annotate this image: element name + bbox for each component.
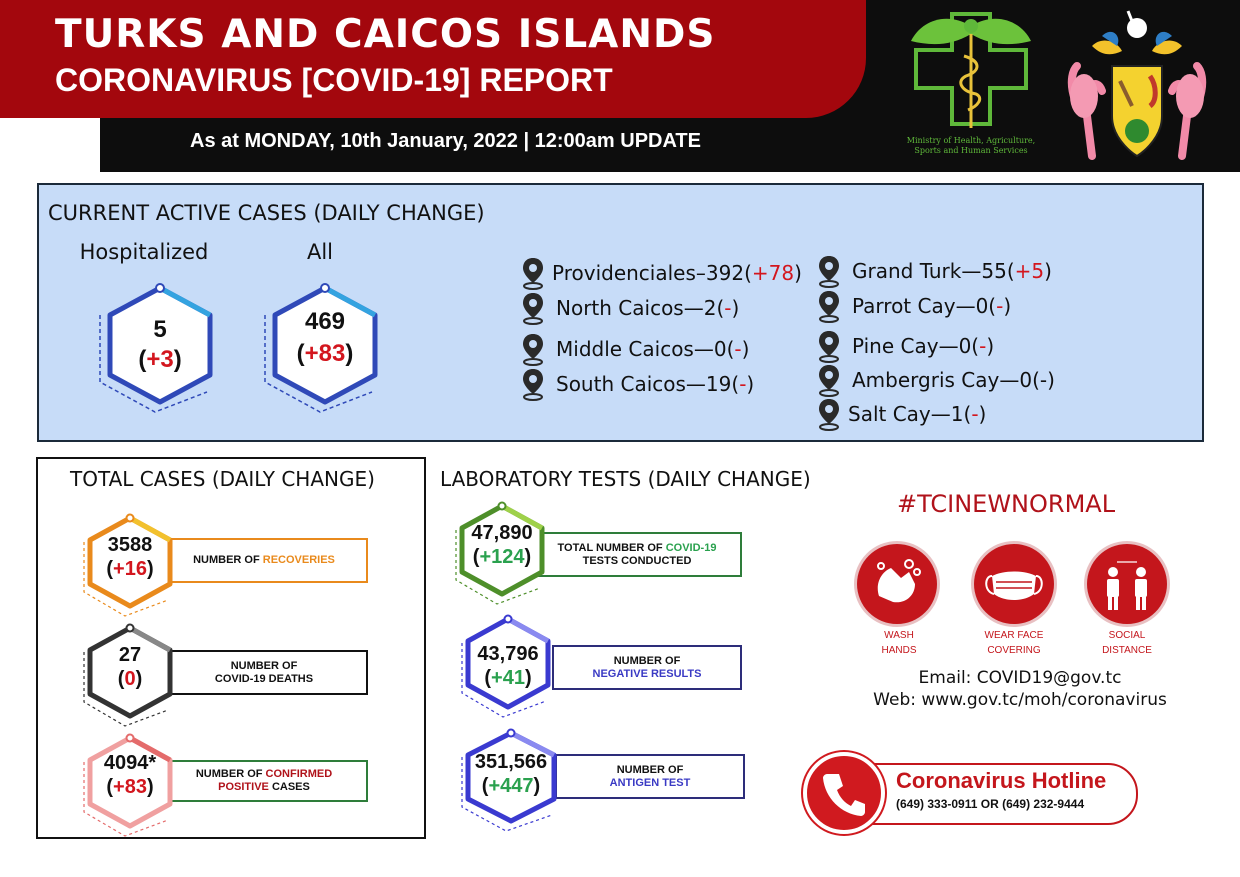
tests-value: 47,890 [471,522,533,544]
deaths-change: (0) [117,668,143,690]
recoveries-label-box: NUMBER OF RECOVERIES [160,538,368,583]
map-pin-icon [816,397,842,431]
recoveries-value: 3588 [107,534,153,556]
negative-label-box: NUMBER OF NEGATIVE RESULTS [552,645,742,690]
contact-web: Web: www.gov.tc/moh/coronavirus [873,690,1167,710]
ministry-logo [886,6,1056,166]
contact-email: Email: COVID19@gov.tc [918,668,1122,688]
map-pin-icon [520,291,546,325]
coat-of-arms-logo [1062,6,1212,166]
negative-badge [458,613,558,723]
hotline-numbers: (649) 333-0911 OR (649) 232-9444 [896,797,1085,811]
total-cases-title: TOTAL CASES (DAILY CHANGE) [70,467,375,491]
all-active-value: 469 [304,308,346,335]
all-active-change: (+83) [296,340,354,367]
recoveries-change: (+16) [106,558,154,580]
ministry-name-line1: Ministry of Health, Agriculture, [906,136,1036,145]
location-middle-caicos: Middle Caicos—0 ( - ) [520,332,749,366]
all-active-badge [260,282,390,422]
confirmed-value: 4094* [103,752,157,774]
map-pin-icon [816,289,842,323]
tests-label-box: TOTAL NUMBER OF COVID-19 TESTS CONDUCTED [532,532,742,577]
social-distance-label: SOCIAL DISTANCE [1102,630,1152,656]
new-normal-hashtag: #TCINEWNORMAL [897,490,1116,518]
confirmed-label-box: NUMBER OF CONFIRMED POSITIVE CASES [160,760,368,802]
map-pin-icon [520,256,546,290]
location-north-caicos: North Caicos—2 ( - ) [520,291,739,325]
hospitalized-value: 5 [153,316,167,343]
antigen-badge [456,727,566,837]
map-pin-icon [816,329,842,363]
wash-hands-label: WASH HANDS [881,630,917,656]
face-mask-label: WEAR FACE COVERING [984,630,1044,656]
hospitalized-change: (+3) [138,346,182,373]
lab-tests-title: LABORATORY TESTS (DAILY CHANGE) [440,467,811,491]
hotline-title: Coronavirus Hotline [896,768,1107,793]
tests-badge [452,500,552,610]
face-mask-icon [974,544,1054,624]
deaths-value: 27 [118,644,142,666]
confirmed-change: (+83) [106,776,154,798]
map-pin-icon [816,254,842,288]
map-pin-icon [816,363,842,397]
report-title: TURKS AND CAICOS ISLANDS [55,12,716,57]
location-parrot-cay: Parrot Cay—0 ( - ) [816,289,1011,323]
location-grand-turk: Grand Turk—55 ( +5 ) [816,254,1052,288]
tests-change: (+124) [472,546,532,568]
confirmed-badge [80,732,180,842]
hospitalized-label: Hospitalized [79,240,209,264]
all-label: All [306,240,334,264]
map-pin-icon [520,332,546,366]
hospitalized-badge [95,282,225,422]
active-cases-title: CURRENT ACTIVE CASES (DAILY CHANGE) [48,201,485,225]
antigen-change: (+447) [481,775,541,797]
phone-icon [803,752,885,834]
antigen-label-box: NUMBER OF ANTIGEN TEST [555,754,745,799]
deaths-label-box: NUMBER OF COVID-19 DEATHS [160,650,368,695]
location-ambergris-cay: Ambergris Cay—0 ( - ) [816,363,1055,397]
map-pin-icon [520,367,546,401]
wash-hands-icon [857,544,937,624]
location-providenciales: Providenciales–392 ( +78 ) [520,256,802,290]
contact-info [860,667,1180,711]
report-subtitle: CORONAVIRUS [COVID-19] REPORT [55,62,613,98]
negative-change: (+41) [484,667,532,689]
ministry-name-line2: Sports and Human Services [914,146,1028,155]
recoveries-badge [80,512,180,622]
location-south-caicos: South Caicos—19 ( - ) [520,367,754,401]
negative-value: 43,796 [477,643,539,665]
location-salt-cay: Salt Cay—1 ( - ) [816,397,986,431]
antigen-value: 351,566 [474,751,548,773]
location-pine-cay: Pine Cay—0 ( - ) [816,329,994,363]
update-date: As at MONDAY, 10th January, 2022 | 12:00am UPDATE [190,130,701,152]
deaths-badge [80,622,180,732]
social-distance-icon [1087,544,1167,624]
